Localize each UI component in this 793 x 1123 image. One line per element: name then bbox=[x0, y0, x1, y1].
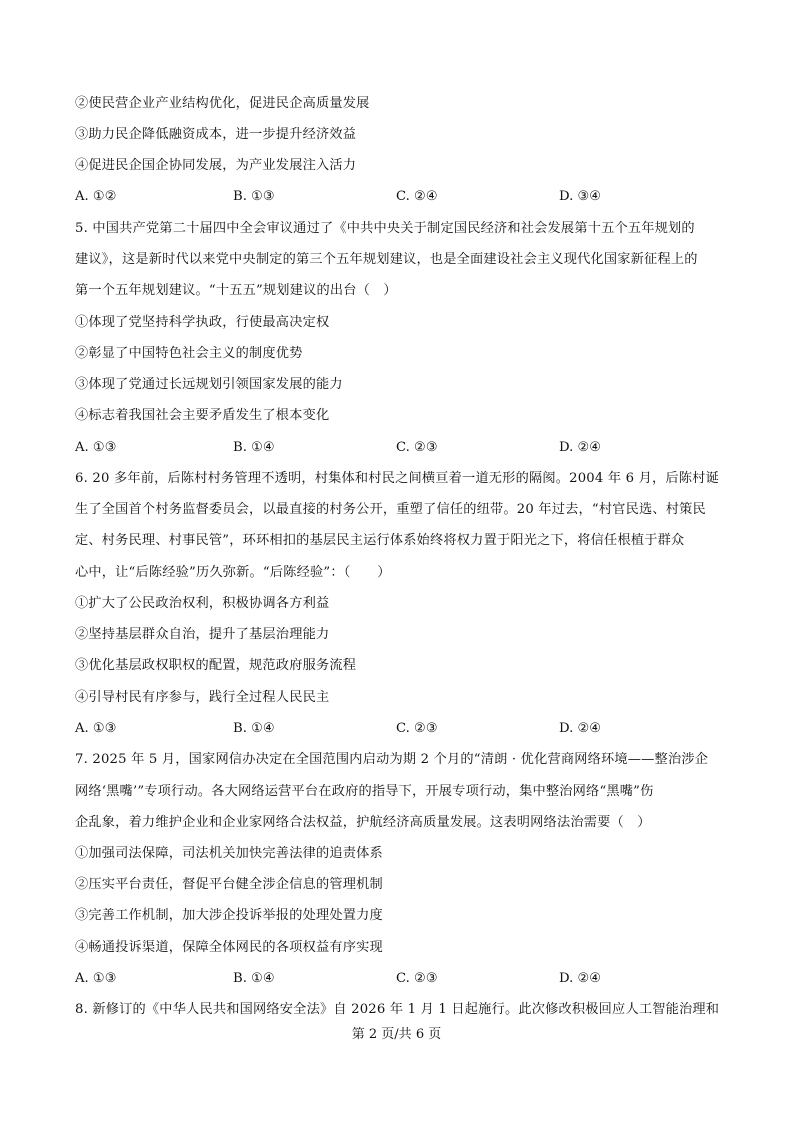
q7-statement-2: ②压实平台责任，督促平台健全涉企信息的管理机制 bbox=[75, 877, 383, 892]
q7-statement-4: ④畅通投诉渠道，保障全体网民的各项权益有序实现 bbox=[75, 940, 383, 955]
q7-stem-line-3: 企乱象，着力维护企业和企业家网络合法权益，护航经济高质量发展。这表明网络法治需要（ ） bbox=[75, 815, 651, 830]
q6-statement-3: ③优化基层政权职权的配置，规范政府服务流程 bbox=[75, 658, 357, 673]
q4-option-a: A. ①② bbox=[75, 189, 117, 204]
q4-option-b: B. ①③ bbox=[233, 189, 275, 204]
q5-stem-line-3: 第一个五年规划建议。“十五五”规划建议的出台（ ） bbox=[75, 283, 397, 298]
q5-option-d: D. ②④ bbox=[559, 440, 602, 455]
q7-option-c: C. ②③ bbox=[396, 971, 438, 986]
q8-stem-line-1: 8. 新修订的《中华人民共和国网络安全法》自 2026 年 1 月 1 日起施行。此次修改积极回应人工智能治理和 bbox=[75, 1002, 720, 1017]
q7-stem-line-1: 7. 2025 年 5 月，国家网信办决定在全国范围内启动为期 2 个月的“清朗 · 优化营商网络环境——整治涉企 bbox=[75, 752, 709, 767]
q5-statement-3: ③体现了党通过长远规划引领国家发展的能力 bbox=[75, 377, 343, 392]
q7-option-d: D. ②④ bbox=[559, 971, 602, 986]
q6-option-a: A. ①③ bbox=[75, 721, 117, 736]
q6-statement-2: ②坚持基层群众自治，提升了基层治理能力 bbox=[75, 627, 330, 642]
q6-statement-4: ④引导村民有序参与，践行全过程人民民主 bbox=[75, 690, 330, 705]
q5-statement-4: ④标志着我国社会主要矛盾发生了根本变化 bbox=[75, 408, 330, 423]
q6-option-c: C. ②③ bbox=[396, 721, 438, 736]
q4-statement-2: ②使民营企业产业结构优化，促进民企高质量发展 bbox=[75, 96, 370, 111]
q7-options bbox=[75, 970, 725, 988]
q6-statement-1: ①扩大了公民政治权利，积极协调各方利益 bbox=[75, 596, 330, 611]
q4-option-c: C. ②④ bbox=[396, 189, 438, 204]
q5-option-a: A. ①③ bbox=[75, 440, 117, 455]
q5-option-c: C. ②③ bbox=[396, 440, 438, 455]
q5-statement-1: ①体现了党坚持科学执政，行使最高决定权 bbox=[75, 315, 330, 330]
q7-statement-1: ①加强司法保障，司法机关加快完善法律的追责体系 bbox=[75, 846, 383, 861]
page-number-footer: 第 2 页/共 6 页 bbox=[351, 1027, 442, 1042]
q5-options bbox=[75, 439, 725, 457]
q4-options bbox=[75, 188, 725, 206]
q6-stem-line-4: 心中，让“后陈经验”历久弥新。“后陈经验”：（ ） bbox=[75, 565, 391, 580]
q6-stem-line-1: 6. 20 多年前，后陈村村务管理不透明，村集体和村民之间横亘着一道无形的隔阂。2004 年 6 月，后陈村诞 bbox=[75, 471, 719, 486]
q4-option-d: D. ③④ bbox=[559, 189, 602, 204]
q7-statement-3: ③完善工作机制，加大涉企投诉举报的处理处置力度 bbox=[75, 908, 383, 923]
q5-stem-line-2: 建议》，这是新时代以来党中央制定的第三个五年规划建议，也是全面建设社会主义现代化国家新征程上的 bbox=[75, 252, 698, 267]
q7-option-b: B. ①④ bbox=[233, 971, 275, 986]
q7-stem-line-2: 网络‘黑嘴’”专项行动。各大网络运营平台在政府的指导下，开展专项行动，集中整治网络“黑嘴”伤 bbox=[75, 784, 654, 799]
q5-stem-line-1: 5. 中国共产党第二十届四中全会审议通过了《中共中央关于制定国民经济和社会发展第十五个五年规划的 bbox=[75, 221, 695, 236]
q4-statement-3: ③助力民企降低融资成本，进一步提升经济效益 bbox=[75, 127, 357, 142]
q4-statement-4: ④促进民企国企协同发展，为产业发展注入活力 bbox=[75, 158, 357, 173]
q6-option-b: B. ①④ bbox=[233, 721, 275, 736]
q5-statement-2: ②彰显了中国特色社会主义的制度优势 bbox=[75, 346, 303, 361]
q5-option-b: B. ①④ bbox=[233, 440, 275, 455]
q6-option-d: D. ②④ bbox=[559, 721, 602, 736]
q6-stem-line-2: 生了全国首个村务监督委员会，以最直接的村务公开，重塑了信任的纽带。20 年过去，“村官民选、村策民 bbox=[75, 502, 706, 517]
q6-options bbox=[75, 720, 725, 738]
q6-stem-line-3: 定、村务民理、村事民管”，环环相扣的基层民主运行体系始终将权力置于阳光之下，将信任根植于群众 bbox=[75, 533, 685, 548]
q7-option-a: A. ①③ bbox=[75, 971, 117, 986]
